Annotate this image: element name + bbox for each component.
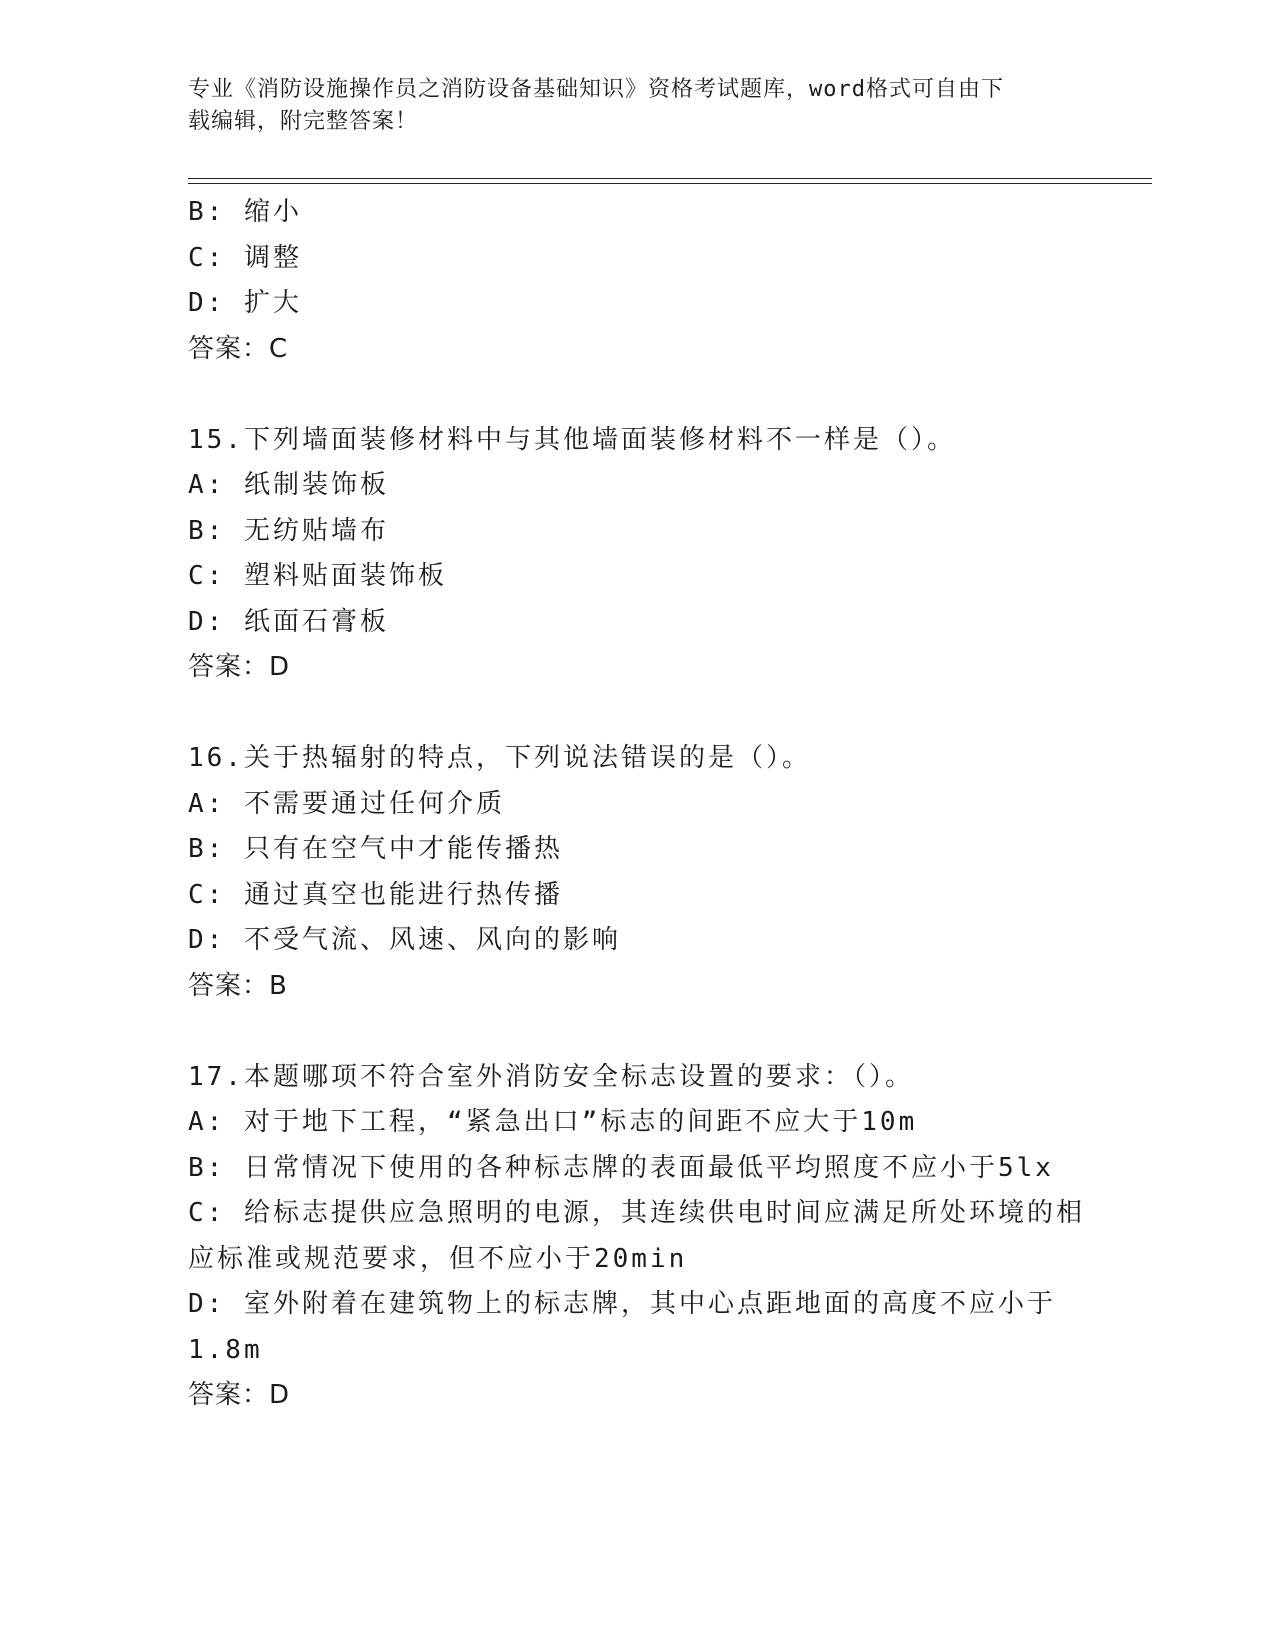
answer: 答案：D — [188, 1380, 291, 1410]
spacer — [188, 1009, 1088, 1055]
option-d-line-2: 1.8m — [188, 1334, 263, 1365]
header-divider-top — [188, 178, 1152, 179]
spacer — [188, 372, 1088, 418]
option-c: C: 调整 — [188, 242, 302, 273]
option-b: B: 缩小 — [188, 197, 302, 227]
document-header — [188, 74, 1088, 138]
option-c: C: 通过真空也能进行热传播 — [188, 879, 563, 910]
question-text: 17.本题哪项不符合室外消防安全标志设置的要求：（）。 — [188, 1061, 914, 1092]
option-d: D: 不受气流、风速、风向的影响 — [188, 925, 621, 955]
answer: 答案：B — [188, 970, 288, 1001]
question-text: 15.下列墙面装修材料中与其他墙面装修材料不一样是（）。 — [188, 424, 956, 455]
question-16 — [188, 736, 1088, 1009]
spacer — [188, 691, 1088, 737]
question-17 — [188, 1055, 1088, 1419]
question-15 — [188, 418, 1088, 691]
option-a: A: 对于地下工程，“紧急出口”标志的间距不应大于10m — [188, 1107, 918, 1137]
question-14-tail — [188, 190, 1088, 372]
question-list — [188, 190, 1088, 1419]
option-b: B: 只有在空气中才能传播热 — [188, 834, 563, 864]
option-c: C: 塑料贴面装饰板 — [188, 561, 447, 591]
option-d: D: 纸面石膏板 — [188, 606, 389, 637]
question-text: 16.关于热辐射的特点，下列说法错误的是（）。 — [188, 743, 811, 773]
answer: 答案：C — [188, 333, 289, 364]
option-b: B: 无纺贴墙布 — [188, 515, 389, 546]
header-line-2: 载编辑，附完整答案！ — [188, 109, 419, 134]
option-d: D: 扩大 — [188, 288, 302, 318]
answer: 答案：D — [188, 652, 291, 682]
option-d-line-1: D: 室外附着在建筑物上的标志牌，其中心点距地面的高度不应小于 — [188, 1289, 1056, 1319]
option-c-line-2: 应标准或规范要求，但不应小于20min — [188, 1243, 688, 1274]
option-b: B: 日常情况下使用的各种标志牌的表面最低平均照度不应小于5lx — [188, 1152, 1054, 1183]
option-a: A: 不需要通过任何介质 — [188, 788, 505, 819]
header-divider-bottom — [188, 183, 1152, 184]
option-c-line-1: C: 给标志提供应急照明的电源，其连续供电时间应满足所处环境的相 — [188, 1198, 1085, 1228]
option-a: A: 纸制装饰板 — [188, 470, 389, 500]
header-line-1: 专业《消防设施操作员之消防设备基础知识》资格考试题库，word格式可自由下 — [188, 77, 1004, 102]
